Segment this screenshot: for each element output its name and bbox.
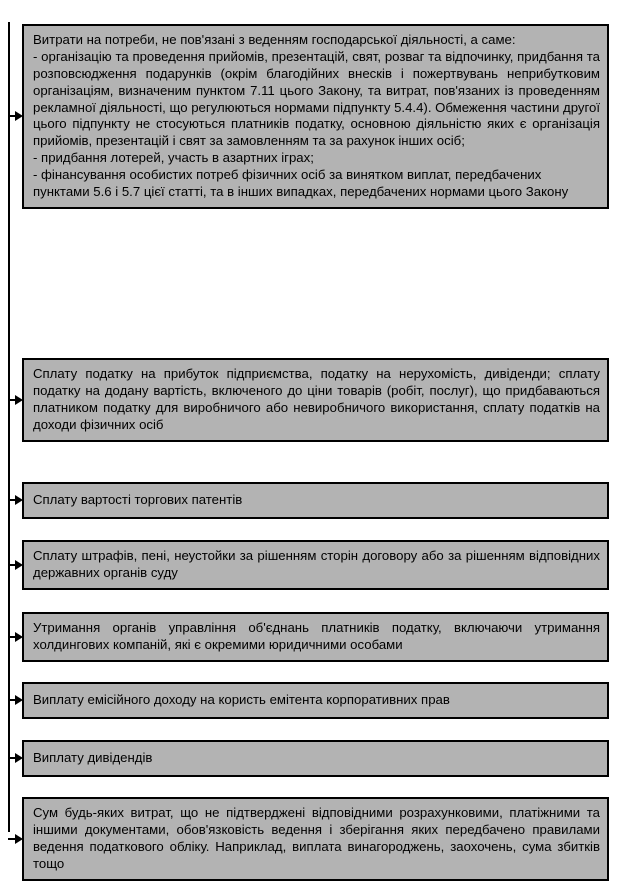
node-paragraph: Утримання органів управління об'єднань платників податку, включаючи утримання холдингових компаній, які є окремими юридичними особами [33,620,600,652]
diagram-node-fines-penalties[interactable] [22,540,609,590]
node-paragraph: Витрати на потреби, не пов'язані з веденням господарської діяльності, а саме: [33,32,516,47]
diagram-row [8,540,609,590]
node-paragraph: Виплату дивідендів [33,750,153,765]
node-paragraph: - придбання лотерей, участь в азартних іграх; [33,150,314,166]
diagram-node-trade-patents[interactable] [22,482,609,519]
diagram-node-dividends-payment[interactable] [22,740,609,777]
arrow-icon [8,494,22,506]
arrow-icon [8,631,22,643]
diagram-row [8,612,609,662]
diagram-node-non-business-expenses[interactable] [22,24,609,209]
diagram-row [8,482,609,519]
diagram-row [8,797,609,881]
diagram-row [8,358,609,442]
node-paragraph: - організацію та проведення прийомів, презентацій, свят, розваг та відпочинку, придбання та розповсюдження подарунків (окрім благодійних внесків і пожертвувань неприбутковим організаціям, визначеним пунктом 7.11 цього Закону, та витрат, пов'язаних із проведенням рекламної діяльності, що регулюються нормами підпункту 5.4.4). Обмеження частини другої цього підпункту не стосуються платників податку, основною діяльністю яких є організація прийомів, презентацій і свят за замовленням та за рахунок інших осіб; [33,48,600,149]
diagram-node-unconfirmed-expenses[interactable] [22,797,609,881]
diagram-node-emission-income[interactable] [22,682,609,719]
arrow-icon [8,559,22,571]
arrow-icon [8,833,22,845]
arrow-icon [8,694,22,706]
arrow-icon [8,752,22,764]
diagram-row [8,24,609,209]
node-paragraph: Сум будь-яких витрат, що не підтверджені відповідними розрахунковими, платіжними та іншими документами, обов'язковість ведення і зберігання яких передбачено правилами ведення податкового обліку. Наприклад, виплата винагороджень, заохочень, сума збитків тощо [33,805,600,871]
node-paragraph: Сплату вартості торгових патентів [33,492,243,507]
diagram-node-management-bodies[interactable] [22,612,609,662]
arrow-icon [8,394,22,406]
node-paragraph: Виплату емісійного доходу на користь емітента корпоративних прав [33,692,450,707]
arrow-icon [8,110,22,122]
node-paragraph: Сплату штрафів, пені, неустойки за рішенням сторін договору або за рішенням відповідних державних органів суду [33,548,600,580]
diagram-row [8,740,609,777]
diagram-node-taxes-payment[interactable] [22,358,609,442]
node-paragraph: - фінансування особистих потреб фізичних осіб за винятком виплат, передбачених пунктами 5.6 і 5.7 цієї статті, та в інших випадках, передбачених нормами цього Закону [33,167,569,200]
diagram-row [8,682,609,719]
node-paragraph: Сплату податку на прибуток підприємства, податку на нерухомість, дивіденди; сплату податку на додану вартість, включеного до ціни товарів (робіт, послуг), що придбаваються платником податку для виробничого або невиробничого використання, сплату податків на доходи фізичних осіб [33,366,600,432]
